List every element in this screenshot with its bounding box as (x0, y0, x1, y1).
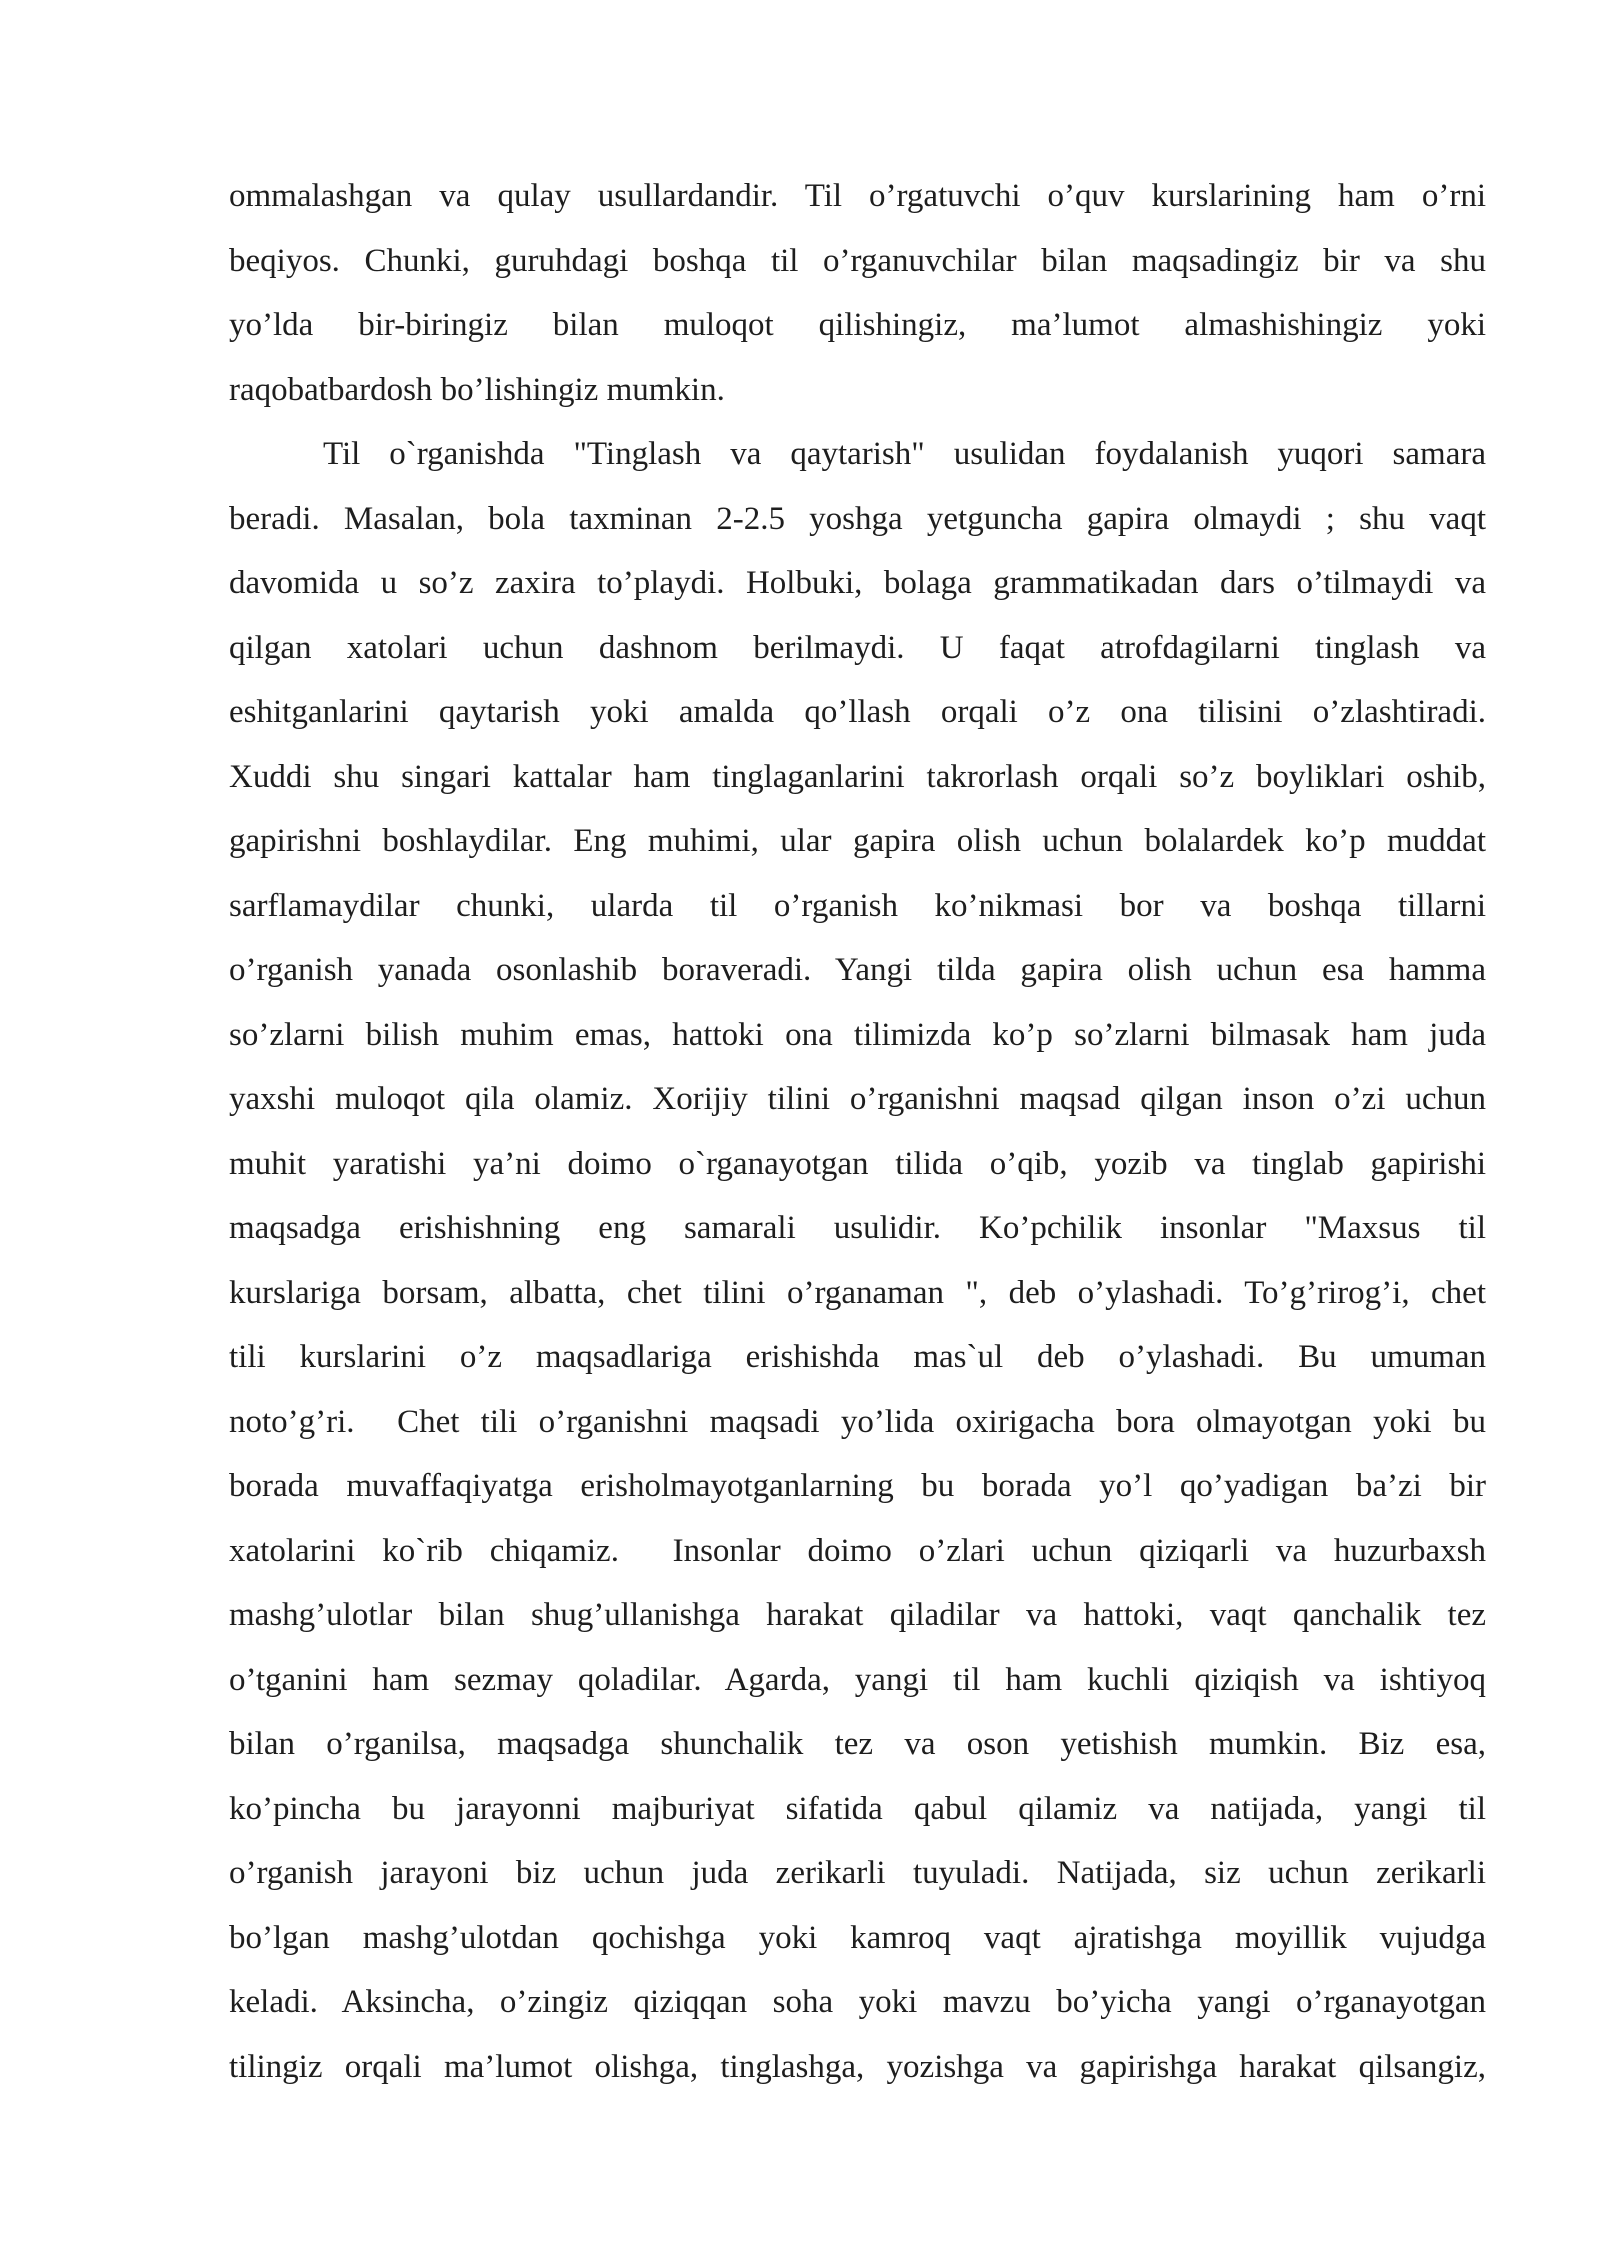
text-line: qilgan xatolari uchun dashnom berilmaydi. U faqat atrofdagilarni tinglash va (229, 629, 1486, 666)
text-line: xatolarini ko`rib chiqamiz. Insonlar doimo o’zlari uchun qiziqarli va huzurbaxsh (229, 1532, 1486, 1569)
text-line: tilingiz orqali ma’lumot olishga, tinglashga, yozishga va gapirishga harakat qilsangiz, (229, 2048, 1486, 2085)
text-line: kurslariga borsam, albatta, chet tilini o’rganaman ", deb o’ylashadi. To’g’rirog’i, chet (229, 1274, 1486, 1311)
paragraph-2 (229, 422, 1486, 2099)
paragraph-1 (229, 164, 1486, 422)
text-line: yaxshi muloqot qila olamiz. Xorijiy tilini o’rganishni maqsad qilgan inson o’zi uchun (229, 1081, 1486, 1117)
text-line: bo’lgan mashg’ulotdan qochishga yoki kamroq vaqt ajratishga moyillik vujudga (229, 1919, 1486, 1956)
text-line: beradi. Masalan, bola taxminan 2-2.5 yoshga yetguncha gapira olmaydi ; shu vaqt (229, 500, 1486, 537)
document-text-block (229, 164, 1486, 2099)
text-line: noto’g’ri. Chet tili o’rganishni maqsadi yo’lida oxirigacha bora olmayotgan yoki bu (229, 1403, 1486, 1440)
text-line: maqsadga erishishning eng samarali usulidir. Ko’pchilik insonlar "Maxsus til (229, 1210, 1486, 1246)
text-line: Til o`rganishda "Tinglash va qaytarish" usulidan foydalanish yuqori samara (323, 436, 1486, 472)
text-line: o’tganini ham sezmay qoladilar. Agarda, yangi til ham kuchli qiziqish va ishtiyoq (229, 1661, 1486, 1698)
text-line: yo’lda bir-biringiz bilan muloqot qilishingiz, ma’lumot almashishingiz yoki (229, 307, 1486, 343)
text-line: keladi. Aksincha, o’zingiz qiziqqan soha yoki mavzu bo’yicha yangi o’rganayotgan (229, 1984, 1486, 2020)
text-line: raqobatbardosh bo’lishingiz mumkin. (229, 371, 725, 408)
text-line: ommalashgan va qulay usullardandir. Til o’rgatuvchi o’quv kurslarining ham o’rni (229, 178, 1486, 214)
text-line: davomida u so’z zaxira to’playdi. Holbuki, bolaga grammatikadan dars o’tilmaydi va (229, 565, 1486, 601)
text-line: mashg’ulotlar bilan shug’ullanishga harakat qiladilar va hattoki, vaqt qanchalik tez (229, 1597, 1486, 1633)
text-line: tili kurslarini o’z maqsadlariga erishishda mas`ul deb o’ylashadi. Bu umuman (229, 1339, 1486, 1375)
text-line: Xuddi shu singari kattalar ham tinglaganlarini takrorlash orqali so’z boyliklari oshib, (229, 758, 1486, 795)
text-line: o’rganish jarayoni biz uchun juda zerikarli tuyuladi. Natijada, siz uchun zerikarli (229, 1855, 1486, 1891)
text-line: gapirishni boshlaydilar. Eng muhimi, ular gapira olish uchun bolalardek ko’p muddat (229, 823, 1486, 859)
text-line: ko’pincha bu jarayonni majburiyat sifatida qabul qilamiz va natijada, yangi til (229, 1790, 1486, 1827)
text-line: borada muvaffaqiyatga erisholmayotganlarning bu borada yo’l qo’yadigan ba’zi bir (229, 1468, 1486, 1504)
text-line: muhit yaratishi ya’ni doimo o`rganayotgan tilida o’qib, yozib va tinglab gapirishi (229, 1145, 1486, 1182)
text-line: beqiyos. Chunki, guruhdagi boshqa til o’rganuvchilar bilan maqsadingiz bir va shu (229, 242, 1486, 279)
text-line: so’zlarni bilish muhim emas, hattoki ona tilimizda ko’p so’zlarni bilmasak ham juda (229, 1016, 1486, 1053)
text-line: sarflamaydilar chunki, ularda til o’rganish ko’nikmasi bor va boshqa tillarni (229, 887, 1486, 924)
text-line: o’rganish yanada osonlashib boraveradi. Yangi tilda gapira olish uchun esa hamma (229, 952, 1486, 988)
text-line: eshitganlarini qaytarish yoki amalda qo’llash orqali o’z ona tilisini o’zlashtiradi. (229, 694, 1486, 730)
text-line: bilan o’rganilsa, maqsadga shunchalik tez va oson yetishish mumkin. Biz esa, (229, 1726, 1486, 1762)
